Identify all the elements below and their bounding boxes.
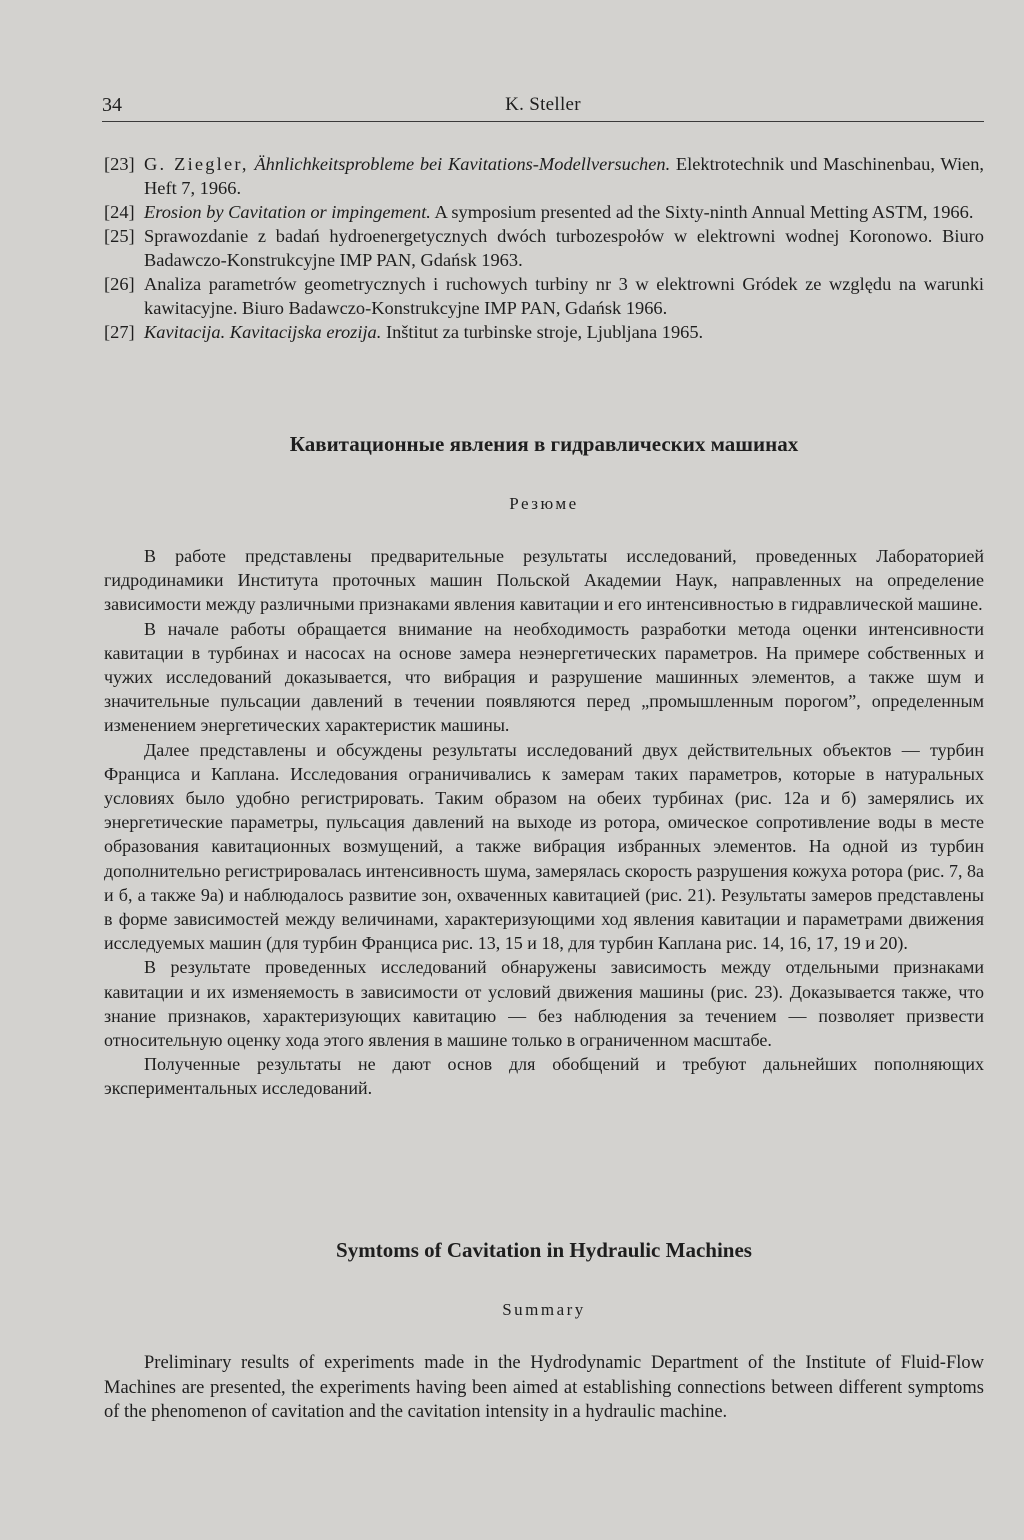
paragraph: В работе представлены предварительные результаты исследований, проведенных Лабораторией гидродинамики Института проточных машин Польской Академии Наук, направленных на определение зависимости между различными признаками явления кавитации и его интенсивностью в гидравлической машине. — [104, 546, 984, 615]
reference-item — [104, 152, 984, 200]
reference-list — [104, 152, 984, 344]
reference-item — [104, 200, 984, 224]
reference-number: [25] — [104, 226, 135, 246]
paragraph: В начале работы обращается внимание на необходимость разработки метода оценки интенсивности кавитации в турбинах и насосах на основе замера неэнергетических параметров. На примере собственных и чужих исследований доказывается, что вибрация и разрушение машинных элементов, а также шум и значительные пульсации давлений в течении появляются перед „промышленным порогом”, определенным изменением энергетических характеристик машины. — [104, 618, 984, 736]
page-number: 34 — [102, 94, 122, 116]
reference-text — [144, 152, 984, 200]
russian-summary-body — [104, 544, 984, 1101]
reference-item — [104, 272, 984, 320]
reference-number: [23] — [104, 154, 135, 174]
reference-title: Kavitacija. Kavitacijska erozija. — [144, 322, 382, 342]
reference-title: Erosion by Cavitation or impingement. — [144, 202, 431, 222]
english-summary-section — [104, 1238, 984, 1425]
paragraph: Далее представлены и обсуждены результаты исследований двух действительных объектов — турбин Францисa и Каплана. Исследования ограничивались к замерам таких параметров, которые в натуральных условиях было удобно регистрировать. Таким образом на обеих турбинах (рис. 12а и б) замерялись их энергетические параметры, пульсация давлений на выходе из ротора, омическое сопротивление воды в месте образования кавитационных возмущений, а также вибрация избранных элементов. На одной из турбин дополнительно регистрировалась интенсивность шума, замерялась скорость разрушения кожуха ротора (рис. 7, 8а и б, а также 9а) и наблюдалось развитие зон, охваченных кавитацией (рис. 21). Результаты замеров представлены в форме зависимостей между величинами, характеризующими ход явления кавитации и параметрами движения исследуемых машин (для турбин Францисa рис. 13, 15 и 18, для турбин Каплана рис. 14, 16, 17, 19 и 20). — [104, 739, 984, 954]
reference-text: Sprawozdanie z badań hydroenergetycznych dwóch turbozespołów w elektrowni wodnej Koronowo. Biuro Badawczo-Konstrukcyjne IMP PAN, Gdańsk 1963. — [144, 226, 984, 270]
reference-author: G. Ziegler, — [144, 154, 249, 174]
running-head: K. Steller — [505, 94, 581, 115]
reference-rest: Elektrotechnik und Maschinenbau, Wien, Heft 7, 1966. — [144, 154, 985, 198]
reference-title: Ähnlichkeitsprobleme bei Kavitations-Modellversuchen. — [254, 154, 671, 174]
reference-text — [144, 320, 984, 344]
reference-text — [144, 200, 984, 224]
header-rule — [102, 121, 984, 122]
russian-summary-title: Кавитационные явления в гидравлических машинах — [289, 432, 799, 456]
reference-number: [27] — [104, 322, 135, 342]
paragraph: Полученные результаты не дают основ для обобщений и требуют дальнейших пополняющих экспериментальных исследований. — [104, 1054, 984, 1099]
reference-item — [104, 224, 984, 272]
paragraph: В результате проведенных исследований обнаружены зависимость между отдельными признаками кавитации и их изменяемость в зависимости от условий движения машины (рис. 23). Доказывается также, что знание признаков, характеризующих кавитацию — без наблюдения за течением — позволяет призвести относительную оценку хода этого явления в машине только в ограниченном масштабе. — [104, 957, 984, 1051]
reference-text: Analiza parametrów geometrycznych i ruchowych turbiny nr 3 w elektrowni Gródek ze względu na warunki kawitacyjne. Biuro Badawczo-Konstrukcyjne IMP PAN, Gdańsk 1966. — [144, 274, 984, 318]
page-header — [102, 92, 984, 124]
reference-number: [24] — [104, 202, 135, 222]
paragraph: Preliminary results of experiments made in the Hydrodynamic Department of the Institute of Fluid-Flow Machines are presented, the experiments having been aimed at establishing connections between different symptoms of the phenomenon of cavitation and the cavitation intensity in a hydraulic machine. — [104, 1353, 984, 1422]
reference-rest: A symposium presented ad the Sixty-ninth Annual Metting ASTM, 1966. — [430, 202, 974, 222]
reference-rest: Inštitut za turbinske stroje, Ljubljana 1965. — [381, 322, 704, 342]
english-summary-body — [104, 1351, 984, 1425]
english-summary-subtitle: Summary — [502, 1300, 586, 1319]
russian-summary-subtitle: Резюме — [509, 494, 579, 513]
english-summary-title: Symtoms of Cavitation in Hydraulic Machines — [336, 1238, 752, 1262]
reference-number: [26] — [104, 274, 135, 294]
russian-summary-section — [104, 432, 984, 1101]
reference-item — [104, 320, 984, 344]
